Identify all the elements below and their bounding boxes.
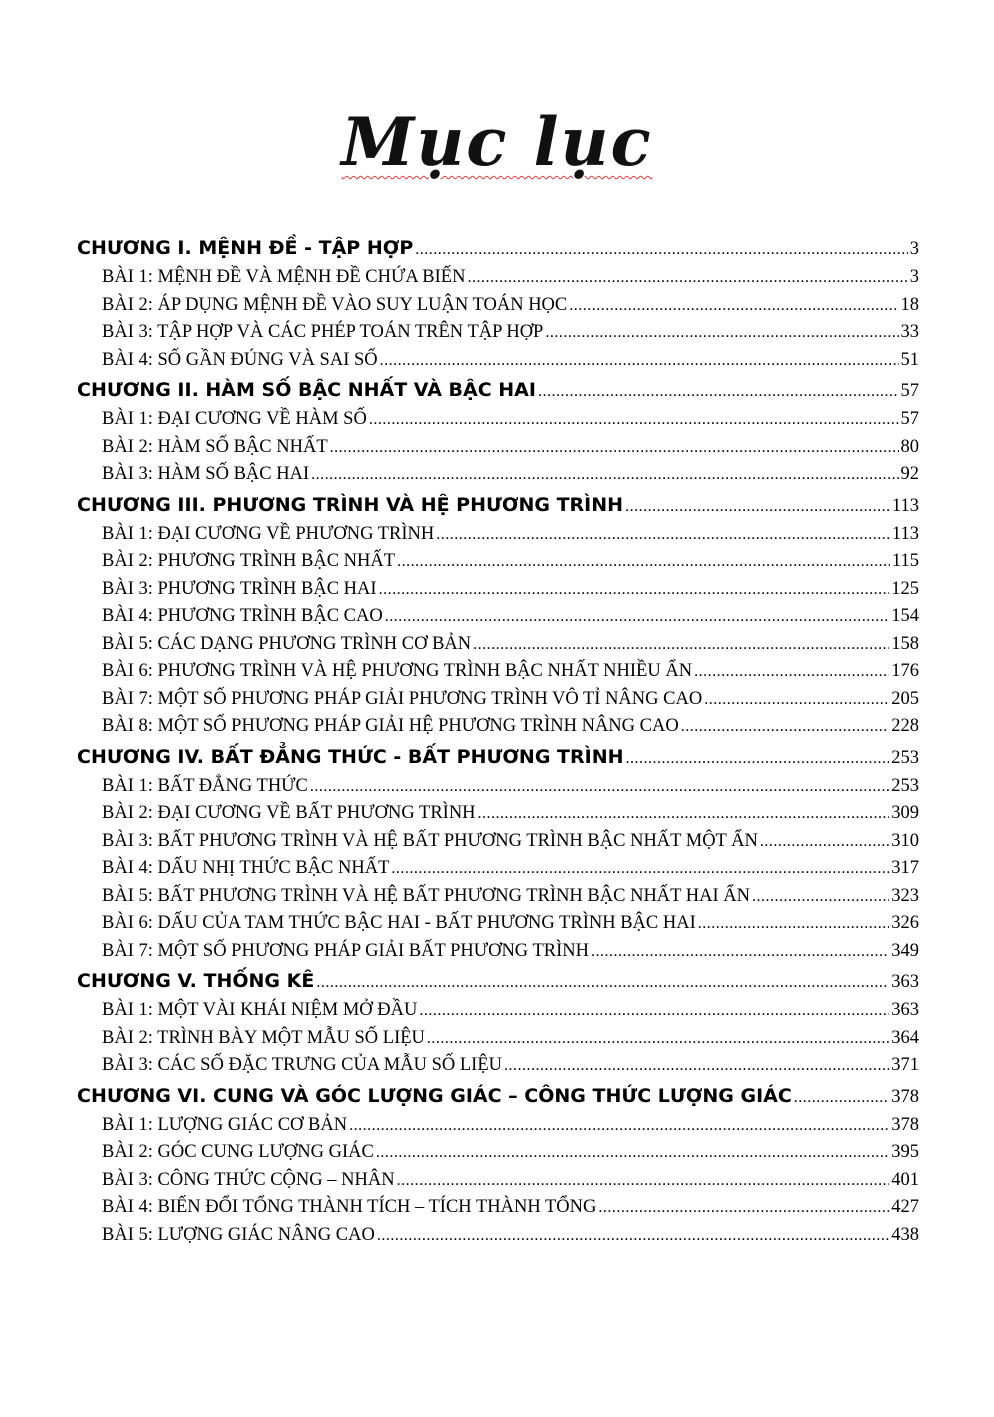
toc-dot-leader (473, 631, 889, 659)
toc-chapter-entry[interactable] (77, 489, 919, 521)
toc-entry-label: BÀI 6: DẤU CỦA TAM THỨC BẬC HAI - BẤT PHƯƠNG TRÌNH BẬC HAI (102, 913, 696, 933)
toc-page-number: 349 (891, 940, 919, 961)
toc-chapter-entry[interactable] (77, 1080, 919, 1112)
toc-lesson-entry[interactable] (77, 319, 919, 347)
toc-entry-label: BÀI 4: DẤU NHỊ THỨC BẬC NHẤT (102, 858, 390, 878)
toc-dot-leader (349, 1112, 889, 1140)
toc-page-number: 18 (900, 294, 919, 315)
toc-entry-label: BÀI 3: CÔNG THỨC CỘNG – NHÂN (102, 1169, 395, 1190)
toc-page-number: 57 (900, 381, 919, 401)
toc-page-number: 253 (891, 775, 919, 796)
toc-page-number: 395 (891, 1142, 919, 1162)
toc-dot-leader (698, 910, 890, 938)
toc-page-number: 51 (900, 349, 919, 370)
toc-entry-label: BÀI 1: LƯỢNG GIÁC CƠ BẢN (102, 1114, 348, 1135)
toc-entry-label: BÀI 2: GÓC CUNG LƯỢNG GIÁC (102, 1142, 374, 1162)
toc-lesson-entry[interactable] (77, 828, 919, 856)
toc-page-number: 3 (909, 239, 919, 259)
toc-entry-label: BÀI 1: BẤT ĐẲNG THỨC (102, 775, 308, 796)
toc-page-number: 113 (891, 495, 919, 516)
toc-page-number: 228 (891, 716, 919, 736)
toc-entry-label: CHƯƠNG IV. BẤT ĐẲNG THỨC - BẤT PHƯƠNG TRÌNH (77, 745, 624, 768)
toc-dot-leader (427, 1025, 889, 1053)
toc-entry-label: CHƯƠNG III. PHƯƠNG TRÌNH VÀ HỆ PHƯƠNG TRÌNH (77, 493, 624, 516)
toc-entry-label: BÀI 8: MỘT SỐ PHƯƠNG PHÁP GIẢI HỆ PHƯƠNG TRÌNH NÂNG CAO (102, 716, 679, 736)
toc-dot-leader (397, 1167, 890, 1195)
toc-page-number: 33 (900, 322, 919, 342)
toc-entry-label: BÀI 5: LƯỢNG GIÁC NÂNG CAO (102, 1224, 375, 1245)
toc-dot-leader (598, 1194, 889, 1222)
toc-entry-label: BÀI 1: ĐẠI CƯƠNG VỀ HÀM SỐ (102, 409, 367, 429)
toc-entry-label: BÀI 7: MỘT SỐ PHƯƠNG PHÁP GIẢI BẤT PHƯƠNG TRÌNH (102, 940, 589, 961)
toc-page-number: 125 (891, 578, 919, 599)
toc-page-number: 3 (909, 267, 919, 287)
toc-dot-leader (626, 743, 890, 775)
toc-entry-label: CHƯƠNG VI. CUNG VÀ GÓC LƯỢNG GIÁC – CÔNG THỨC LƯỢNG GIÁC (77, 1084, 792, 1107)
toc-dot-leader (415, 234, 907, 266)
toc-lesson-entry[interactable] (77, 264, 919, 292)
toc-page-number: 363 (891, 1000, 919, 1020)
toc-chapter-entry[interactable] (77, 965, 919, 997)
toc-entry-label: BÀI 3: CÁC SỐ ĐẶC TRƯNG CỦA MẪU SỐ LIỆU (102, 1055, 502, 1075)
toc-entry-label: BÀI 3: PHƯƠNG TRÌNH BẬC HAI (102, 578, 377, 599)
toc-page-number: 205 (891, 688, 919, 709)
toc-dot-leader (681, 713, 890, 741)
toc-dot-leader (377, 1222, 889, 1250)
toc-entry-label: BÀI 3: TẬP HỢP VÀ CÁC PHÉP TOÁN TRÊN TẬP HỢP (102, 322, 544, 342)
toc-entry-label: CHƯƠNG II. HÀM SỐ BẬC NHẤT VÀ BẬC HAI (77, 379, 536, 401)
toc-dot-leader (752, 883, 889, 911)
toc-entry-label: BÀI 2: TRÌNH BÀY MỘT MẪU SỐ LIỆU (102, 1027, 425, 1048)
toc-lesson-entry[interactable] (77, 713, 919, 741)
toc-entry-label: BÀI 3: BẤT PHƯƠNG TRÌNH VÀ HỆ BẤT PHƯƠNG TRÌNH BẬC NHẤT MỘT ẨN (102, 830, 758, 851)
toc-dot-leader (591, 938, 889, 966)
page-title-text: Mục lục (341, 103, 653, 181)
toc-lesson-entry[interactable] (77, 800, 919, 828)
toc-lesson-entry[interactable] (77, 773, 919, 801)
toc-lesson-entry[interactable] (77, 434, 919, 462)
toc-entry-label: BÀI 3: HÀM SỐ BẬC HAI (102, 464, 310, 484)
toc-entry-label: BÀI 6: PHƯƠNG TRÌNH VÀ HỆ PHƯƠNG TRÌNH BẬC NHẤT NHIỀU ẨN (102, 661, 693, 681)
toc-dot-leader (311, 461, 898, 489)
toc-page-number: 323 (891, 885, 919, 906)
toc-dot-leader (478, 800, 890, 828)
toc-entry-label: BÀI 4: BIẾN ĐỔI TỔNG THÀNH TÍCH – TÍCH THÀNH TỔNG (102, 1197, 597, 1217)
toc-entry-label: CHƯƠNG V. THỐNG KÊ (77, 970, 315, 992)
toc-lesson-entry[interactable] (77, 1139, 919, 1167)
toc-entry-label: BÀI 4: PHƯƠNG TRÌNH BẬC CAO (102, 606, 383, 626)
toc-lesson-entry[interactable] (77, 1112, 919, 1140)
toc-page-number: 378 (891, 1114, 919, 1135)
toc-page-number: 310 (891, 830, 919, 851)
toc-page-number: 309 (891, 803, 919, 823)
toc-lesson-entry[interactable] (77, 1167, 919, 1195)
toc-lesson-entry[interactable] (77, 461, 919, 489)
toc-lesson-entry[interactable] (77, 292, 919, 320)
toc-page-number: 113 (891, 523, 919, 544)
toc-page-number: 378 (891, 1086, 919, 1107)
toc-dot-leader (397, 548, 890, 576)
toc-dot-leader (376, 1139, 889, 1167)
toc-page-number: 326 (891, 913, 919, 933)
toc-dot-leader (504, 1052, 889, 1080)
toc-lesson-entry[interactable] (77, 1052, 919, 1080)
toc-entry-label: BÀI 7: MỘT SỐ PHƯƠNG PHÁP GIẢI PHƯƠNG TRÌNH VÔ TỈ NÂNG CAO (102, 688, 703, 709)
toc-entry-label: BÀI 2: ĐẠI CƯƠNG VỀ BẤT PHƯƠNG TRÌNH (102, 803, 476, 823)
toc-lesson-entry[interactable] (77, 1222, 919, 1250)
toc-page-number: 176 (891, 661, 919, 681)
toc-dot-leader (467, 264, 907, 292)
toc-chapter-entry[interactable] (77, 374, 919, 406)
toc-chapter-entry[interactable] (77, 741, 919, 773)
toc-lesson-entry[interactable] (77, 686, 919, 714)
toc-page-number: 92 (900, 464, 919, 484)
toc-page-number: 158 (891, 633, 919, 654)
toc-lesson-entry[interactable] (77, 576, 919, 604)
toc-page-number: 154 (891, 606, 919, 626)
toc-lesson-entry[interactable] (77, 1025, 919, 1053)
toc-page-number: 80 (900, 436, 919, 457)
toc-page-number: 427 (891, 1197, 919, 1217)
toc-dot-leader (625, 491, 890, 523)
toc-page-number: 371 (891, 1055, 919, 1075)
toc-dot-leader (794, 1082, 889, 1114)
toc-dot-leader (419, 997, 889, 1025)
toc-page-number: 363 (891, 972, 919, 992)
toc-entry-label: BÀI 5: CÁC DẠNG PHƯƠNG TRÌNH CƠ BẢN (102, 633, 472, 654)
toc-chapter-entry[interactable] (77, 232, 919, 264)
toc-lesson-entry[interactable] (77, 521, 919, 549)
toc-dot-leader (694, 658, 889, 686)
toc-lesson-entry[interactable] (77, 603, 919, 631)
toc-dot-leader (545, 319, 898, 347)
toc-page-number: 364 (891, 1027, 919, 1048)
page-title (0, 102, 994, 192)
toc-entry-label: BÀI 2: HÀM SỐ BẬC NHẤT (102, 436, 328, 457)
toc-lesson-entry[interactable] (77, 997, 919, 1025)
toc-dot-leader (379, 576, 890, 604)
toc-dot-leader (310, 773, 889, 801)
toc-lesson-entry[interactable] (77, 883, 919, 911)
toc-page-number: 317 (891, 858, 919, 878)
toc-entry-label: BÀI 2: PHƯƠNG TRÌNH BẬC NHẤT (102, 551, 396, 571)
toc-lesson-entry[interactable] (77, 631, 919, 659)
toc-dot-leader (436, 521, 890, 549)
toc-dot-leader (385, 603, 890, 631)
toc-dot-leader (704, 686, 889, 714)
toc-page-number: 115 (891, 551, 919, 571)
toc-lesson-entry[interactable] (77, 910, 919, 938)
toc-lesson-entry[interactable] (77, 347, 919, 375)
toc-page-number: 253 (891, 747, 919, 768)
toc-lesson-entry[interactable] (77, 406, 919, 434)
toc-dot-leader (369, 406, 899, 434)
toc-lesson-entry[interactable] (77, 548, 919, 576)
toc-page-number: 438 (891, 1224, 919, 1245)
toc-entry-label: BÀI 1: ĐẠI CƯƠNG VỀ PHƯƠNG TRÌNH (102, 523, 435, 544)
toc-dot-leader (569, 292, 898, 320)
toc-entry-label: CHƯƠNG I. MỆNH ĐỀ - TẬP HỢP (77, 237, 414, 259)
toc-page-number: 401 (891, 1169, 919, 1190)
toc-lesson-entry[interactable] (77, 1194, 919, 1222)
toc-lesson-entry[interactable] (77, 658, 919, 686)
toc-dot-leader (538, 376, 899, 408)
toc-entry-label: BÀI 4: SỐ GẦN ĐÚNG VÀ SAI SỐ (102, 349, 378, 370)
toc-page-number: 57 (900, 409, 919, 429)
table-of-contents (77, 232, 919, 1249)
toc-dot-leader (391, 855, 889, 883)
toc-dot-leader (330, 434, 899, 462)
toc-entry-label: BÀI 1: MỘT VÀI KHÁI NIỆM MỞ ĐẦU (102, 1000, 418, 1020)
toc-dot-leader (316, 967, 889, 999)
toc-lesson-entry[interactable] (77, 938, 919, 966)
toc-dot-leader (760, 828, 889, 856)
toc-entry-label: BÀI 1: MỆNH ĐỀ VÀ MỆNH ĐỀ CHỨA BIẾN (102, 267, 466, 287)
toc-lesson-entry[interactable] (77, 855, 919, 883)
toc-entry-label: BÀI 2: ÁP DỤNG MỆNH ĐỀ VÀO SUY LUẬN TOÁN HỌC (102, 294, 568, 315)
toc-dot-leader (380, 347, 899, 375)
toc-entry-label: BÀI 5: BẤT PHƯƠNG TRÌNH VÀ HỆ BẤT PHƯƠNG TRÌNH BẬC NHẤT HAI ẨN (102, 885, 750, 906)
